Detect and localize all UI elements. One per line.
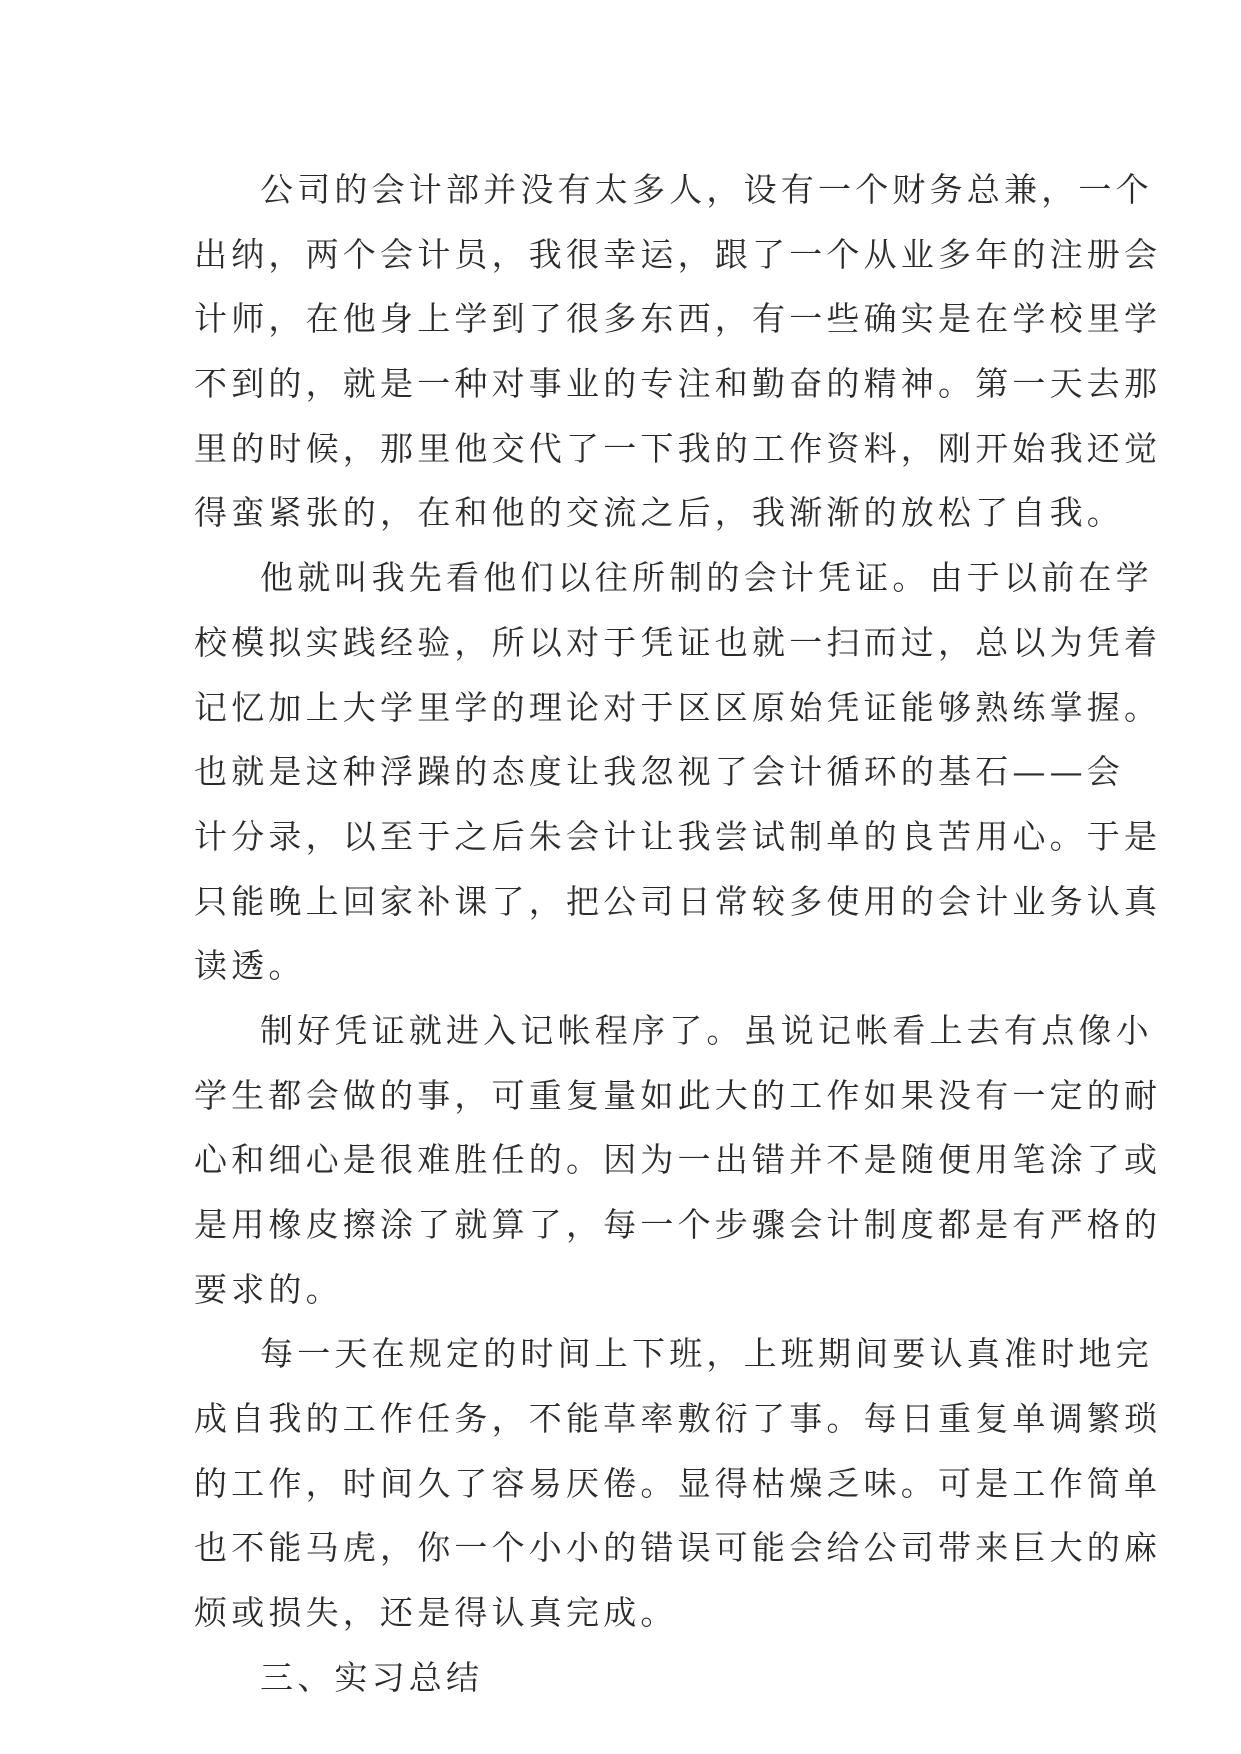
text-line: 烦或损失，还是得认真完成。 [194, 1593, 678, 1633]
text-line: 得蛮紧张的，在和他的交流之后，我渐渐的放松了自我。 [194, 493, 1124, 533]
text-line: 每一天在规定的时间上下班，上班期间要认真准时地完 [260, 1334, 1153, 1374]
text-line: 读透。 [194, 946, 306, 986]
text-line: 学生都会做的事，可重复量如此大的工作如果没有一定的耐 [194, 1075, 1162, 1115]
text-line: 不到的，就是一种对事业的专注和勤奋的精神。第一天去那 [194, 364, 1162, 404]
text-line: 制好凭证就进入记帐程序了。虽说记帐看上去有点像小 [260, 1010, 1153, 1050]
paragraph-1 [194, 158, 1162, 546]
text-line: 校模拟实践经验，所以对于凭证也就一扫而过，总以为凭着 [194, 622, 1162, 662]
heading-line: 三、实习总结 [260, 1657, 484, 1697]
text-line: 公司的会计部并没有太多人，设有一个财务总兼，一个 [260, 170, 1153, 209]
paragraph-4 [194, 1322, 1162, 1645]
text-line: 只能晚上回家补课了，把公司日常较多使用的会计业务认真 [194, 881, 1162, 921]
document-body [194, 158, 1162, 1711]
text-line: 他就叫我先看他们以往所制的会计凭证。由于以前在学 [260, 558, 1153, 598]
text-line: 计师，在他身上学到了很多东西，有一些确实是在学校里学 [194, 299, 1162, 339]
paragraph-3 [194, 999, 1162, 1322]
text-line: 是用橡皮擦涂了就算了，每一个步骤会计制度都是有严格的 [194, 1205, 1162, 1244]
text-line: 也不能马虎，你一个小小的错误可能会给公司带来巨大的麻 [194, 1528, 1162, 1568]
text-line: 心和细心是很难胜任的。因为一出错并不是随便用笔涂了或 [194, 1140, 1162, 1180]
text-line: 要求的。 [194, 1269, 343, 1309]
text-line: 成自我的工作任务，不能草率敷衍了事。每日重复单调繁琐 [194, 1399, 1162, 1439]
text-line: 出纳，两个会计员，我很幸运，跟了一个从业多年的注册会 [194, 234, 1162, 274]
text-line: 记忆加上大学里学的理论对于区区原始凭证能够熟练掌握。 [194, 687, 1162, 727]
text-line: 也就是这种浮躁的态度让我忽视了会计循环的基石——会 [194, 752, 1124, 792]
text-line: 里的时候，那里他交代了一下我的工作资料，刚开始我还觉 [194, 428, 1162, 468]
text-line: 的工作，时间久了容易厌倦。显得枯燥乏味。可是工作简单 [194, 1463, 1162, 1503]
text-line: 计分录，以至于之后朱会计让我尝试制单的良苦用心。于是 [194, 816, 1162, 856]
section-heading [194, 1646, 1064, 1711]
paragraph-2 [194, 546, 1162, 999]
